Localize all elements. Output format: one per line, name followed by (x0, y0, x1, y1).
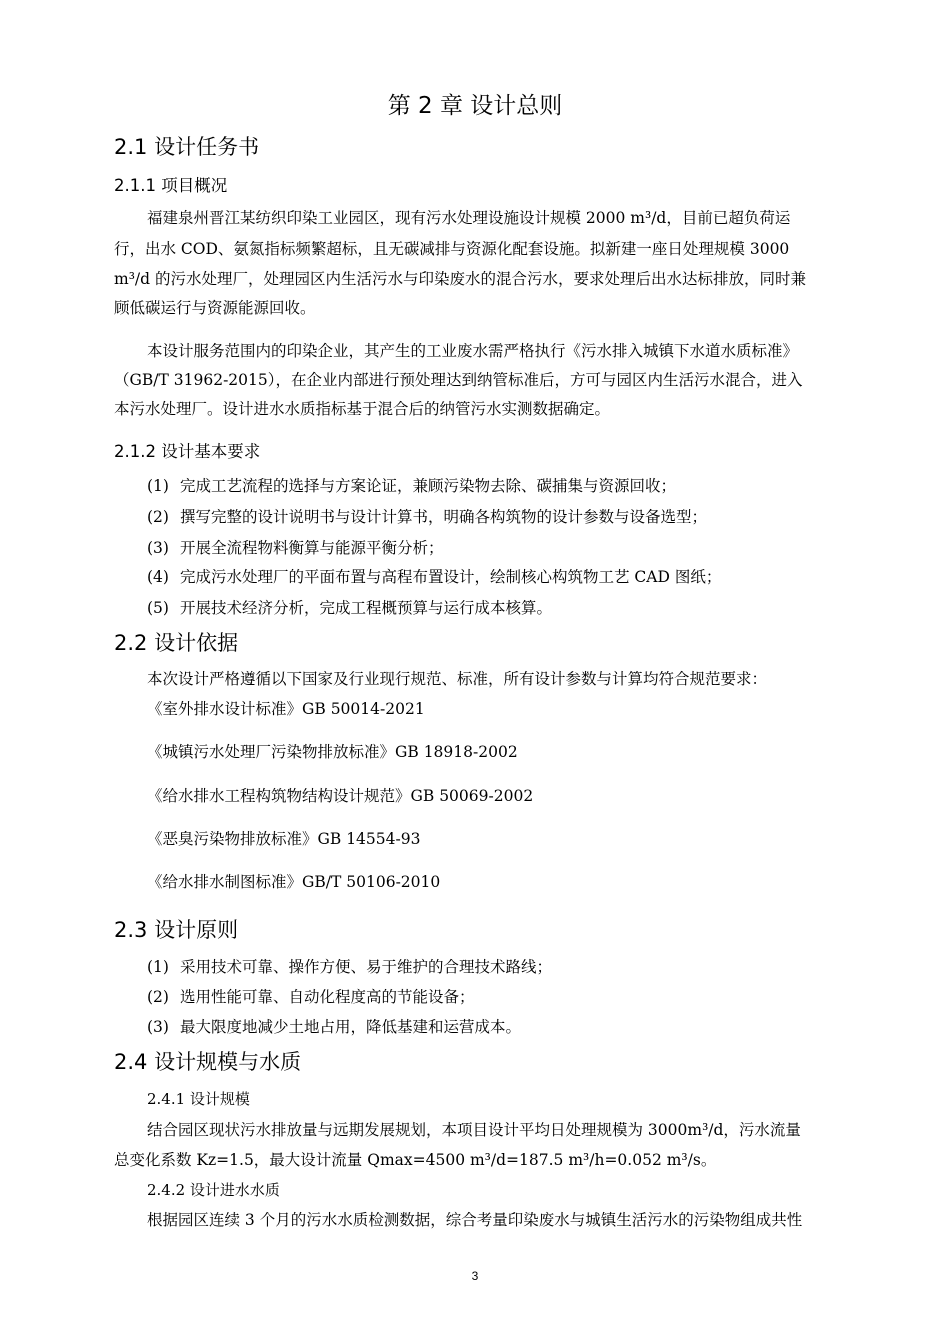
list-item (147, 597, 552, 619)
list-item (147, 475, 676, 497)
list-item-text: 采用技术可靠、操作方便、易于维护的合理技术路线； (180, 958, 553, 976)
page-number: 3 (471, 1269, 479, 1283)
subsection-heading-2-4-2: 2.4.2 设计进水水质 (147, 1181, 280, 1199)
paragraph-line: 结合园区现状污水排放量与远期发展规划，本项目设计平均日处理规模为 3000m³/d，污水流量 (147, 1121, 801, 1139)
paragraph-line: 本设计服务范围内的印染企业，其产生的工业废水需严格执行《污水排入城镇下水道水质标准》 (147, 342, 799, 360)
list-item (147, 566, 721, 588)
paragraph-line: m³/d 的污水处理厂，处理园区内生活污水与印染废水的混合污水，要求处理后出水达标排放，同时兼 (114, 270, 806, 288)
paragraph-line: 总变化系数 Kz=1.5，最大设计流量 Qmax=4500 m³/d=187.5 m³/h=0.052 m³/s。 (114, 1151, 717, 1169)
paragraph-line: 本次设计严格遵循以下国家及行业现行规范、标准，所有设计参数与计算均符合规范要求： (147, 670, 768, 688)
list-item-text: 选用性能可靠、自动化程度高的节能设备； (180, 988, 475, 1006)
list-item-text: 最大限度地减少土地占用，降低基建和运营成本。 (180, 1018, 522, 1036)
reference-item: 《恶臭污染物排放标准》GB 14554-93 (147, 830, 421, 848)
list-item (147, 537, 444, 559)
list-item (147, 956, 552, 978)
list-item-number: (3) (147, 539, 169, 557)
reference-item: 《给水排水制图标准》GB/T 50106-2010 (147, 873, 441, 891)
paragraph-line: 福建泉州晋江某纺织印染工业园区，现有污水处理设施设计规模 2000 m³/d，目前已超负荷运 (147, 209, 791, 227)
list-item-text: 开展技术经济分析，完成工程概预算与运行成本核算。 (180, 599, 553, 617)
section-heading-2-4: 2.4 设计规模与水质 (114, 1050, 302, 1074)
list-item-number: (3) (147, 1018, 169, 1036)
list-item-number: (5) (147, 599, 169, 617)
paragraph-line: 根据园区连续 3 个月的污水水质检测数据，综合考量印染废水与城镇生活污水的污染物组成共性 (147, 1211, 803, 1229)
reference-item: 《室外排水设计标准》GB 50014-2021 (147, 700, 425, 718)
paragraph-line: 本污水处理厂。设计进水水质指标基于混合后的纳管污水实测数据确定。 (114, 400, 611, 418)
list-item-text: 完成工艺流程的选择与方案论证，兼顾污染物去除、碳捕集与资源回收； (180, 477, 677, 495)
subsection-heading-2-1-2: 2.1.2 设计基本要求 (114, 442, 261, 461)
paragraph-line: （GB/T 31962-2015），在企业内部进行预处理达到纳管标准后，方可与园区内生活污水混合，进入 (114, 371, 803, 389)
section-heading-2-3: 2.3 设计原则 (114, 918, 239, 942)
list-item-number: (2) (147, 988, 169, 1006)
list-item-text: 完成污水处理厂的平面布置与高程布置设计，绘制核心构筑物工艺 CAD 图纸； (180, 568, 722, 586)
subsection-heading-2-4-1: 2.4.1 设计规模 (147, 1090, 250, 1108)
list-item-text: 开展全流程物料衡算与能源平衡分析； (180, 539, 444, 557)
list-item (147, 506, 707, 528)
reference-item: 《给水排水工程构筑物结构设计规范》GB 50069-2002 (147, 787, 534, 805)
list-item-number: (1) (147, 958, 169, 976)
list-item-number: (1) (147, 477, 169, 495)
paragraph-line: 顾低碳运行与资源能源回收。 (114, 299, 316, 317)
list-item-text: 撰写完整的设计说明书与设计计算书，明确各构筑物的设计参数与设备选型； (180, 508, 708, 526)
list-item-number: (2) (147, 508, 169, 526)
section-heading-2-1: 2.1 设计任务书 (114, 135, 260, 159)
chapter-title: 第 2 章 设计总则 (387, 93, 563, 119)
paragraph-line: 行，出水 COD、氨氮指标频繁超标，且无碳减排与资源化配套设施。拟新建一座日处理规模 3000 (114, 240, 790, 258)
list-item (147, 986, 475, 1008)
reference-item: 《城镇污水处理厂污染物排放标准》GB 18918-2002 (147, 743, 518, 761)
list-item (147, 1016, 521, 1038)
section-heading-2-2: 2.2 设计依据 (114, 631, 239, 655)
subsection-heading-2-1-1: 2.1.1 项目概况 (114, 176, 228, 195)
list-item-number: (4) (147, 568, 169, 586)
